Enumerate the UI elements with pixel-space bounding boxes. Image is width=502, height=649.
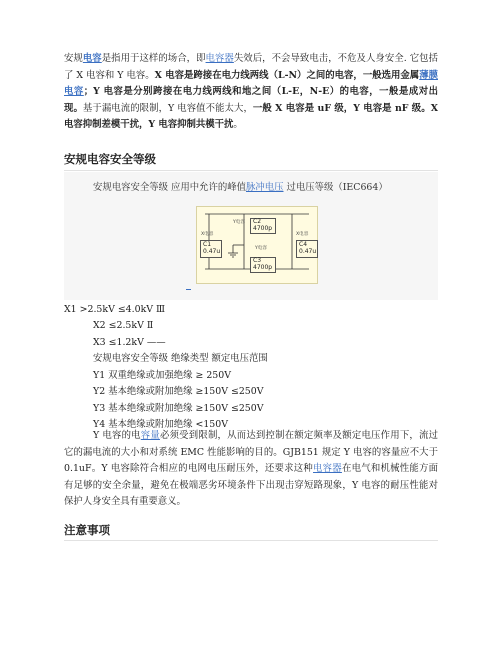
- c4-value: 0.47u: [299, 248, 317, 255]
- label-x-cap-right: X电容: [296, 232, 309, 237]
- intro-paragraph: [64, 51, 438, 134]
- capacitor-c4: [296, 240, 318, 258]
- section-title-safety-grades: 安规电容安全等级: [64, 152, 156, 166]
- grade-line-x1: X1 >2.5kV ≤4.0kV Ⅲ: [64, 304, 166, 315]
- lead-text-b: 过电压等级（IEC664）: [283, 182, 388, 193]
- link-capacity[interactable]: 容量: [140, 430, 160, 441]
- image-link-underline[interactable]: [186, 289, 191, 290]
- y-capacitor-paragraph: [64, 428, 438, 511]
- grade-line-x3: X3 ≤1.2kV ——: [93, 337, 166, 348]
- capacitor-c1: [200, 240, 222, 258]
- c1-label: C1: [203, 241, 212, 248]
- intro-text-5: 。: [233, 119, 243, 131]
- label-y-cap-mid: Y电容: [255, 246, 267, 251]
- grade-line-y3: Y3 基本绝缘或附加绝缘 ≥150V ≤250V: [93, 403, 264, 414]
- lead-text-a: 安规电容安全等级 应用中允许的峰值: [93, 182, 246, 193]
- c2-label: C2: [253, 218, 262, 225]
- intro-text-2: 是指用于这样的场合，即: [101, 53, 206, 64]
- intro-bold-1: X 电容是跨接在电力线两线（L-N）之间的电容，一般选用金属: [154, 69, 420, 81]
- p2-text-3: 在电气和机械性能方面有足够的安全余量，避免在极端恶劣环境条件下出现击穿短路现象，Y 电容的耐压性能对保护人身安全具有重要意义。: [64, 463, 438, 508]
- section-divider: [64, 170, 438, 171]
- intro-text-4: 基于漏电流的限制，Y 电容值不能太大，: [82, 102, 253, 114]
- grade-line-x2: X2 ≤2.5kV Ⅱ: [93, 320, 154, 331]
- intro-text-3: 失效后，不会导致电击，不危及人身安全. 它包括了 X 电容和 Y 电容。: [64, 53, 438, 81]
- circuit-diagram-image: [196, 206, 318, 284]
- intro-bold-3: 一般 X 电容是 uF 级，Y 电容是 nF 级。X 电容抑制差模干扰，Y 电容抑制共模干扰: [64, 102, 438, 131]
- grade-line-y1: Y1 双重绝缘或加强绝缘 ≥ 250V: [93, 370, 231, 381]
- c4-label: C4: [299, 241, 308, 248]
- capacitor-c2: [250, 218, 276, 234]
- section-title-notes: 注意事项: [64, 523, 110, 537]
- c3-value: 4700p: [253, 264, 273, 271]
- section-divider-2: [64, 540, 438, 541]
- link-capacitor-2[interactable]: 电容器: [313, 463, 342, 475]
- grade-line-y4: Y4 基本绝缘或附加绝缘 <150V: [93, 419, 229, 430]
- p2-text-1: Y 电容的电: [93, 430, 141, 441]
- intro-bold-2: ；Y 电容是分别跨接在电力线两线和地之间（L-E，N-E）的电容，一般是成对出现。: [64, 86, 438, 114]
- p2-text-2: 必须受到限制，从而达到控制在额定频率及额定电压作用下，流过它的漏电流的大小和对系统 EMC 性能影响的目的。GJB151 规定 Y 电容的容量应不大于 0.1uF。Y 电容除符合相应的电网电压耐压外，还要求这种: [64, 430, 438, 475]
- label-y-cap-top: Y电容: [233, 220, 245, 225]
- section-lead-line: [93, 182, 388, 194]
- link-film-capacitor[interactable]: 薄膜电容: [64, 69, 438, 98]
- link-pulse-voltage[interactable]: 脉冲电压: [245, 182, 284, 193]
- grade-line-header: 安规电容安全等级 绝缘类型 额定电压范围: [93, 353, 268, 364]
- c3-label: C3: [253, 257, 262, 264]
- c2-value: 4700p: [253, 225, 273, 232]
- link-capacitor[interactable]: 电容: [82, 53, 102, 64]
- grade-line-y2: Y2 基本绝缘或附加绝缘 ≥150V ≤250V: [93, 386, 264, 397]
- intro-text-1: 安规: [64, 53, 83, 64]
- c1-value: 0.47u: [203, 248, 221, 255]
- capacitor-c3: [250, 257, 276, 273]
- link-capacitor-device[interactable]: 电容器: [205, 53, 234, 64]
- label-x-cap-left: X电容: [201, 232, 214, 237]
